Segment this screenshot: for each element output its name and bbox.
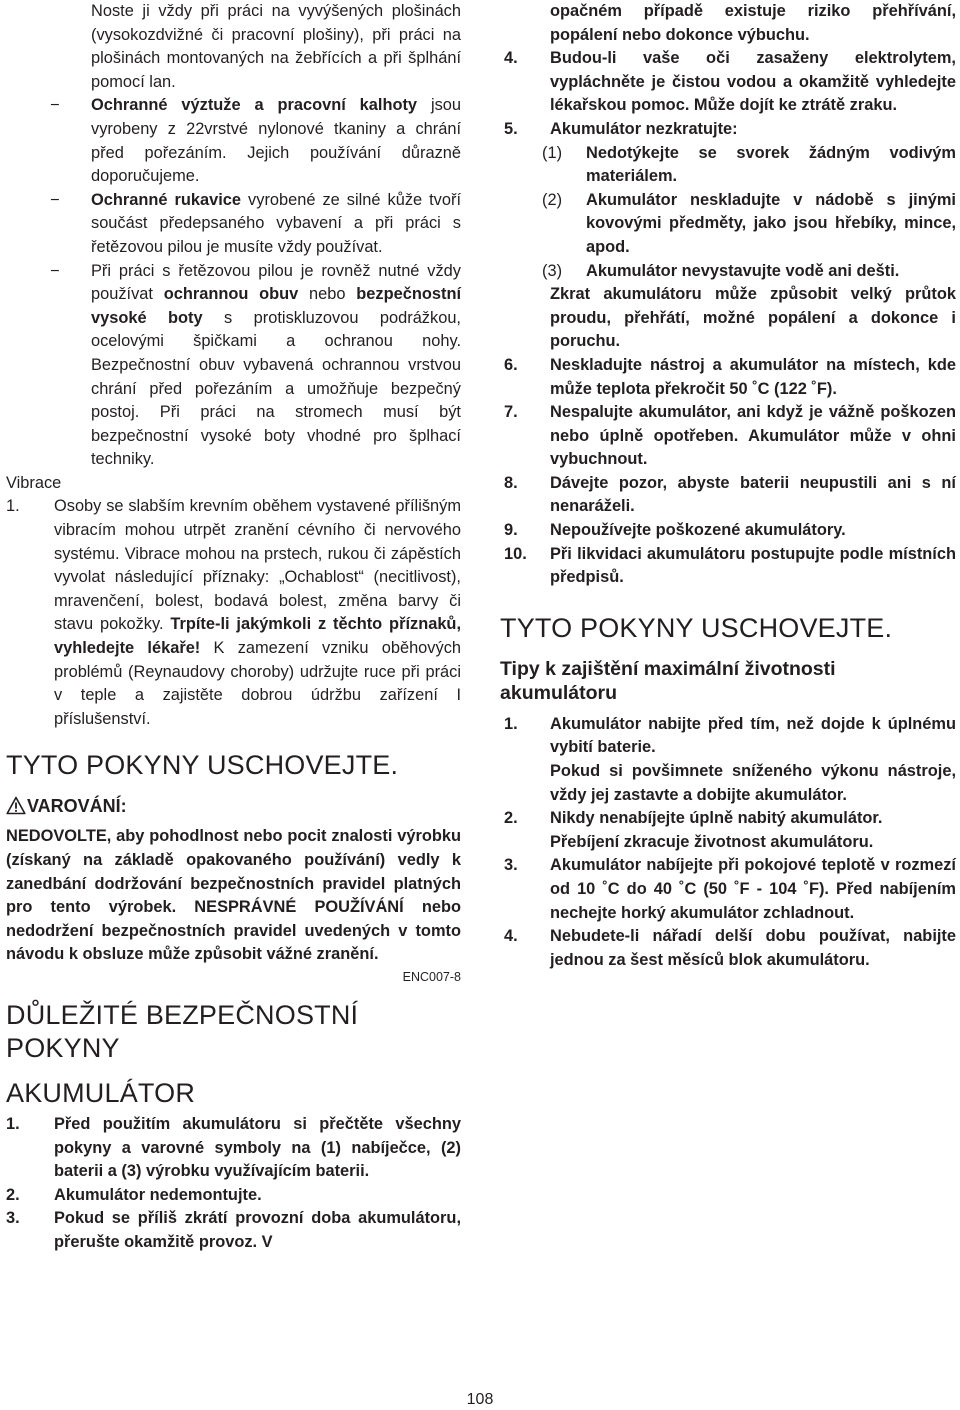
text: K zamezení vzniku oběhových problémů (Reynaudovy choroby) udržujte ruce při práci v teple a zajistěte dobrou údržbu zařízení I příslušenství. xyxy=(54,639,462,728)
tip-item xyxy=(500,854,956,925)
text: Neskladujte nástroj a akumulátor na místech, kde může teplota překročit 50 ˚C (122 ˚F). xyxy=(550,355,956,398)
battery-item-6 xyxy=(500,354,956,401)
text: Akumulátor nezkratujte: xyxy=(550,119,738,138)
text: Akumulátor nabíjejte při pokojové teplotě v rozmezí od 10 ˚C do 40 ˚C (50 ˚F - 104 ˚F). Před nabíjením nechejte horký akumulátor zchladnout. xyxy=(550,856,956,922)
battery-item xyxy=(6,1184,461,1208)
text: Pokud se příliš zkrátí provozní doba akumulátoru, přerušte okamžitě provoz. V xyxy=(54,1209,461,1251)
battery-list xyxy=(6,1113,461,1255)
text: Dávejte pozor, abyste baterii neupustili ani s ní nenaráželi. xyxy=(550,473,956,516)
item-number: 5. xyxy=(504,119,518,138)
tip-item-extra: Pokud si povšimnete sníženého výkonu nástroje, vždy jej zastavte a dobijte akumulátor. xyxy=(550,762,956,804)
tip-item xyxy=(500,807,956,831)
text: Nepoužívejte poškozené akumulátory. xyxy=(550,521,846,540)
sub-item xyxy=(500,142,956,189)
text: Budou-li vaše oči zasaženy elektrolytem, vypláchněte je čistou vodou a okamžitě vyhledejte lékařskou pomoc. Může dojít ke ztrátě zraku. xyxy=(550,49,956,115)
battery-item-5 xyxy=(500,118,956,142)
tips-list xyxy=(500,713,956,973)
item-number: 9. xyxy=(504,521,518,540)
item-number: 3. xyxy=(6,1209,20,1228)
item-number: 10. xyxy=(504,544,527,563)
list-item-protective-pants xyxy=(6,94,461,188)
dash-bullet: − xyxy=(50,190,60,209)
battery-heading: AKUMULÁTOR xyxy=(6,1077,196,1108)
important-safety-heading: DŮLEŽITÉ BEZPEČNOSTNÍ POKYNY xyxy=(6,999,359,1063)
sub-item-number: (1) xyxy=(542,143,563,162)
battery-item xyxy=(6,1113,461,1184)
item-number: 3. xyxy=(504,856,518,875)
text: Akumulátor nevystavujte vodě ani dešti. xyxy=(586,261,900,280)
text: nebo xyxy=(298,285,357,304)
text: Nikdy nenabíjejte úplně nabitý akumulátor. xyxy=(550,809,883,828)
warning-triangle-icon xyxy=(6,796,26,821)
dash-bullet: − xyxy=(50,96,60,115)
text: vyrobené ze silné kůže tvoří součást předepsaného vybavení a při práci s řetězovou pilou je musíte vždy používat. xyxy=(91,190,462,256)
sub-item xyxy=(500,189,956,260)
bold-text: ochrannou obuv xyxy=(163,285,299,304)
bold-text: Ochranné výztuže a pracovní kalhoty xyxy=(91,96,418,115)
tip-item xyxy=(500,713,956,760)
sub-item-number: (2) xyxy=(542,190,563,209)
text: Nespalujte akumulátor, ani když je vážně poškozen nebo úplně opotřeben. Akumulátor může v ohni vybuchnout. xyxy=(550,403,956,469)
paragraph-harness: Noste ji vždy při práci na vyvýšených plošinách (vysokozdvižné či pracovní plošiny), při práci na plošinách montovaných na žebřících a při šplhání pomocí lan. xyxy=(91,2,461,91)
item-number: 1. xyxy=(504,714,518,733)
vibration-item xyxy=(6,495,461,731)
text: Nedotýkejte se svorek žádným vodivým materiálem. xyxy=(586,143,956,186)
battery-item-10 xyxy=(500,543,956,590)
warning-title-row xyxy=(6,794,461,821)
battery-item-8 xyxy=(500,472,956,519)
bold-text: bezpečnostní vysoké boty xyxy=(91,285,462,327)
continuation-text: opačném případě existuje riziko přehřívání, popálení nebo dokonce výbuchu. xyxy=(550,2,956,44)
text: Akumulátor nabijte před tím, než dojde k úplnému vybití baterie. xyxy=(550,714,956,757)
item-number: 6. xyxy=(504,355,518,374)
document-code: ENC007-8 xyxy=(402,969,461,984)
right-column xyxy=(500,0,956,972)
item-number: 4. xyxy=(504,927,518,946)
tip-item-extra: Přebíjení zkracuje životnost akumulátoru. xyxy=(550,832,874,851)
battery-item xyxy=(6,1207,461,1254)
item-number: 1. xyxy=(6,497,20,516)
bold-text: Ochranné rukavice xyxy=(91,190,242,209)
keep-instructions-heading-2: TYTO POKYNY USCHOVEJTE. xyxy=(500,612,893,643)
text: s protiskluzovou podrážkou, ocelovými špičkami a ochranou nohy. Bezpečnostní obuv vybavená ochrannou vrstvou chrání před pořezáním a umožňuje bezpečný postoj. Při práci na stromech musí být bezpečnostní vysoké boty vhodné pro šplhací techniky. xyxy=(91,308,461,469)
text: Akumulátor nedemontujte. xyxy=(54,1185,262,1204)
item-number: 4. xyxy=(504,49,518,68)
item-number: 1. xyxy=(6,1114,20,1133)
list-item-gloves xyxy=(6,189,461,260)
text: Při likvidaci akumulátoru postupujte podle místních předpisů. xyxy=(550,544,956,587)
vibrace-heading: Vibrace xyxy=(6,473,62,492)
item-number: 7. xyxy=(504,403,518,422)
text: Při práci s řetězovou pilou je rovněž nutné vždy používat xyxy=(91,261,461,304)
dash-bullet: − xyxy=(50,261,60,280)
keep-instructions-heading: TYTO POKYNY USCHOVEJTE. xyxy=(6,750,399,781)
battery-item-9 xyxy=(500,519,956,543)
item-number: 2. xyxy=(504,809,518,828)
text: Před použitím akumulátoru si přečtěte všechny pokyny a varovné symboly na (1) nabíječce, (2) baterii a (3) výrobku využívajícím baterii. xyxy=(54,1114,461,1181)
tip-item xyxy=(500,925,956,972)
battery-item-4 xyxy=(500,47,956,118)
text: Nebudete-li nářadí delší dobu používat, nabijte jednou za šest měsíců blok akumulátoru. xyxy=(550,927,956,969)
text: jsou vyrobeny z 22vrstvé nylonové tkaniny a chrání před pořezáním. Jejich používání důrazně doporučujeme. xyxy=(91,96,462,186)
warning-title: VAROVÁNÍ: xyxy=(27,796,127,817)
text: Akumulátor neskladujte v nádobě s jinými kovovými předměty, jako jsou hřebíky, mince, apod. xyxy=(586,190,956,256)
tips-heading: Tipy k zajištění maximální životnosti akumulátoru xyxy=(500,657,836,704)
battery-item-7 xyxy=(500,401,956,472)
bold-text: Trpíte-li jakýmkoli z těchto příznaků, vyhledejte lékaře! xyxy=(54,615,462,658)
short-circuit-note: Zkrat akumulátoru může způsobit velký průtok proudu, přehřátí, možné popálení a dokonce i poruchu. xyxy=(550,285,956,351)
item-number: 8. xyxy=(504,473,518,492)
left-column xyxy=(6,0,461,1255)
text: Osoby se slabším krevním oběhem vystavené přílišným vibracím mohou utrpět zranění cévního či nervového systému. Vibrace mohou na prstech, rukou či zápěstích vyvolat následující příznaky: „Ochablost“ (necitlivost), mravenčení, bolest, bodavá bolest, změna barvy či stavu pokožky. xyxy=(54,497,461,634)
sub-item xyxy=(500,260,956,284)
sub-item-number: (3) xyxy=(542,261,563,280)
list-item-boots xyxy=(6,260,461,472)
warning-text: NEDOVOLTE, aby pohodlnost nebo pocit znalosti výrobku (získaný na základě opakovaného používání) vedly k zanedbání dodržování bezpečnostních pravidel platných pro tento výrobek. NESPRÁVNÉ POUŽÍVÁNÍ nebo nedodržení bezpečnostních pravidel uvedených v tomto návodu k obsluze může způsobit vážné zranění. xyxy=(6,827,461,964)
item-number: 2. xyxy=(6,1185,20,1204)
page-number: 108 xyxy=(466,1391,494,1408)
